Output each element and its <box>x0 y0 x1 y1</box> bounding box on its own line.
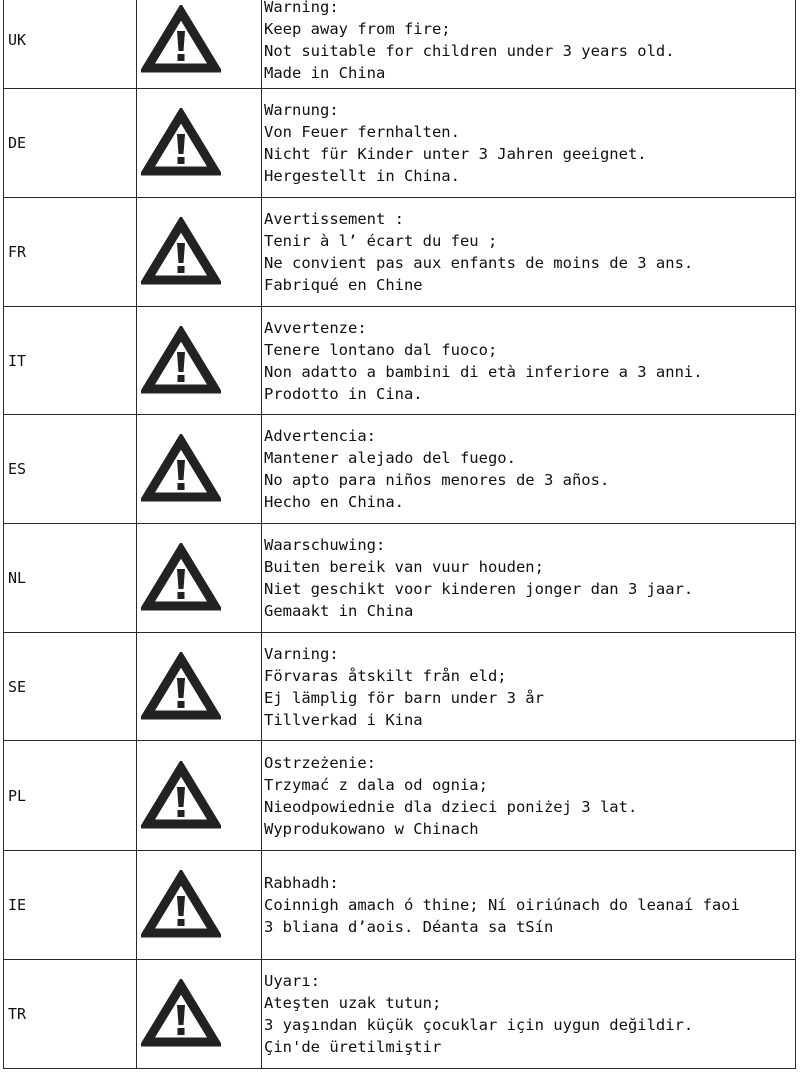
warning-text-line: Förvaras åtskilt från eld; <box>264 666 507 685</box>
warning-text-line: Ateşten uzak tutun; <box>264 994 442 1012</box>
exclamation-bar <box>177 243 185 263</box>
warning-text-line: Hergestellt in China. <box>264 167 460 185</box>
exclamation-dot <box>178 1028 185 1035</box>
warning-text-line: Ne convient pas aux enfants de moins de 3 ans. <box>264 254 694 272</box>
icon-cell <box>137 415 262 524</box>
warning-label-sheet <box>3 0 796 1066</box>
exclamation-dot <box>178 266 185 273</box>
warning-triangle-icon <box>141 434 221 504</box>
warning-triangle-icon <box>141 326 221 396</box>
exclamation-dot <box>178 592 185 599</box>
warning-text-line: Von Feuer fernhalten. <box>264 123 460 141</box>
warning-triangle-icon <box>141 217 221 287</box>
icon-cell <box>137 0 262 89</box>
warning-row-se <box>4 633 796 741</box>
country-code: IT <box>4 307 137 415</box>
icon-cell <box>137 633 262 741</box>
warning-text-line: 3 bliana d’aois. Déanta sa tSín <box>264 918 554 936</box>
exclamation-bar <box>177 31 185 51</box>
warning-text-line: Tenir à l’ écart du feu ; <box>264 232 498 250</box>
exclamation-bar <box>177 352 185 372</box>
warning-row-nl <box>4 524 796 633</box>
warning-triangle-icon <box>141 761 221 831</box>
warning-text-line: Çin'de üretilmiştir <box>264 1038 442 1056</box>
country-code: IE <box>4 851 137 960</box>
warning-text-line: No apto para niños menores de 3 años. <box>264 471 610 489</box>
warning-text-line: Buiten bereik van vuur houden; <box>264 558 544 576</box>
exclamation-bar <box>177 787 185 807</box>
exclamation-bar <box>177 678 185 698</box>
icon-cell <box>137 198 262 307</box>
warning-text-line: 3 yaşından küçük çocuklar için uygun değildir. <box>264 1016 694 1034</box>
warning-text <box>262 524 796 633</box>
exclamation-dot <box>178 54 185 61</box>
exclamation-dot <box>178 483 185 490</box>
country-code: TR <box>4 960 137 1069</box>
exclamation-dot <box>178 919 185 926</box>
warning-row-pl <box>4 741 796 851</box>
icon-cell <box>137 741 262 851</box>
warning-text-line: Not suitable for children under 3 years old. <box>264 41 675 60</box>
warning-text-line: Non adatto a bambini di età inferiore a 3 anni. <box>264 362 703 381</box>
warning-triangle-icon <box>141 979 221 1049</box>
country-code: DE <box>4 89 137 198</box>
warning-row-de <box>4 89 796 198</box>
warning-text-line: Avvertenze: <box>264 318 367 337</box>
country-code: FR <box>4 198 137 307</box>
warning-text-line: Uyarı: <box>264 972 320 990</box>
warning-row-uk <box>4 0 796 89</box>
warning-text <box>262 307 796 415</box>
warning-text-line: Nieodpowiednie dla dzieci poniżej 3 lat. <box>264 797 638 816</box>
warning-text-line: Coinnigh amach ó thine; Ní oiriúnach do leanaí faoi <box>264 896 740 914</box>
warning-row-fr <box>4 198 796 307</box>
warning-text-line: Fabriqué en Chine <box>264 276 423 294</box>
country-code: UK <box>4 0 137 89</box>
warning-text-line: Trzymać z dala od ognia; <box>264 775 488 794</box>
warning-text <box>262 89 796 198</box>
warning-text <box>262 633 796 741</box>
icon-cell <box>137 960 262 1069</box>
warning-text <box>262 851 796 960</box>
warning-text-line: Mantener alejado del fuego. <box>264 449 516 467</box>
warning-text-line: Prodotto in Cina. <box>264 384 423 403</box>
warning-row-ie <box>4 851 796 960</box>
warnings-table <box>3 0 796 1069</box>
warning-text-line: Waarschuwing: <box>264 536 386 554</box>
warning-text-line: Warnung: <box>264 101 339 119</box>
country-code: PL <box>4 741 137 851</box>
icon-cell <box>137 851 262 960</box>
warning-text-line: Ostrzeżenie: <box>264 753 376 772</box>
warning-text-line: Tillverkad i Kina <box>264 710 423 729</box>
exclamation-dot <box>178 375 185 382</box>
warning-text-line: Keep away from fire; <box>264 19 451 38</box>
exclamation-bar <box>177 896 185 916</box>
country-code: NL <box>4 524 137 633</box>
warning-text-line: Nicht für Kinder unter 3 Jahren geeignet. <box>264 145 647 163</box>
exclamation-bar <box>177 134 185 154</box>
exclamation-bar <box>177 1005 185 1025</box>
warnings-table-body <box>4 0 796 1069</box>
warning-text-line: Gemaakt in China <box>264 602 414 620</box>
exclamation-bar <box>177 460 185 480</box>
warning-text-line: Wyprodukowano w Chinach <box>264 819 479 838</box>
warning-text <box>262 198 796 307</box>
country-code: ES <box>4 415 137 524</box>
warning-text-line: Made in China <box>264 63 386 82</box>
warning-triangle-icon <box>141 543 221 613</box>
exclamation-dot <box>178 157 185 164</box>
exclamation-dot <box>178 810 185 817</box>
icon-cell <box>137 524 262 633</box>
icon-cell <box>137 89 262 198</box>
warning-text <box>262 741 796 851</box>
warning-triangle-icon <box>141 870 221 940</box>
warning-text-line: Warning: <box>264 0 339 16</box>
warning-text <box>262 0 796 89</box>
warning-text-line: Advertencia: <box>264 427 376 445</box>
country-code: SE <box>4 633 137 741</box>
warning-text <box>262 960 796 1069</box>
warning-text-line: Ej lämplig för barn under 3 år <box>264 688 544 707</box>
warning-triangle-icon <box>141 652 221 722</box>
warning-row-it <box>4 307 796 415</box>
warning-row-es <box>4 415 796 524</box>
warning-triangle-icon <box>141 108 221 178</box>
warning-text-line: Niet geschikt voor kinderen jonger dan 3 jaar. <box>264 580 694 598</box>
icon-cell <box>137 307 262 415</box>
warning-text-line: Varning: <box>264 644 339 663</box>
warning-triangle-icon <box>141 5 221 75</box>
exclamation-bar <box>177 569 185 589</box>
warning-row-tr <box>4 960 796 1069</box>
warning-text <box>262 415 796 524</box>
exclamation-dot <box>178 701 185 708</box>
warning-text-line: Avertissement : <box>264 210 404 228</box>
warning-text-line: Hecho en China. <box>264 493 404 511</box>
warning-text-line: Rabhadh: <box>264 874 339 892</box>
warning-text-line: Tenere lontano dal fuoco; <box>264 340 498 359</box>
